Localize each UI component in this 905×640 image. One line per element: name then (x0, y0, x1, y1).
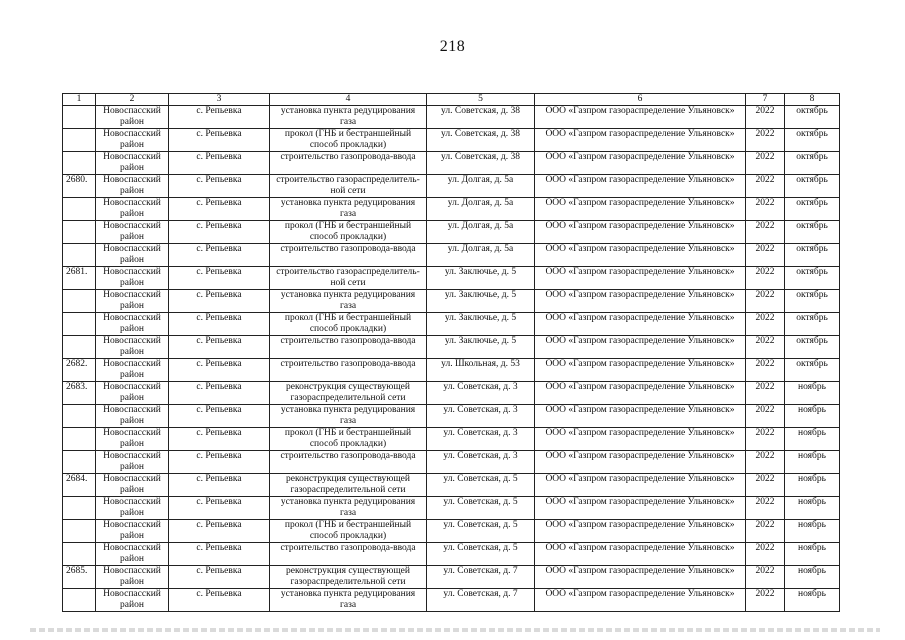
cell-settlement: с. Репьевка (169, 566, 270, 589)
cell-work-type: строительство газопровода-ввода (270, 451, 427, 474)
cell-organization: ООО «Газпром газораспределение Ульяновск» (535, 198, 746, 221)
cell-settlement: с. Репьевка (169, 106, 270, 129)
cell-organization: ООО «Газпром газораспределение Ульяновск» (535, 543, 746, 566)
cell-work-type: строительство газопровода-ввода (270, 244, 427, 267)
cell-district: Новоспасский район (96, 221, 169, 244)
cell-address: ул. Советская, д. 7 (427, 566, 535, 589)
cell-settlement: с. Репьевка (169, 589, 270, 612)
cell-month: ноябрь (785, 382, 840, 405)
cell-district: Новоспасский район (96, 290, 169, 313)
cell-address: ул. Долгая, д. 5а (427, 221, 535, 244)
cell-organization: ООО «Газпром газораспределение Ульяновск» (535, 175, 746, 198)
cell-work-type: строительство газопровода-ввода (270, 152, 427, 175)
cell-settlement: с. Репьевка (169, 451, 270, 474)
cell-address: ул. Советская, д. 5 (427, 497, 535, 520)
column-header: 2 (96, 94, 169, 106)
cell-work-type: установка пункта редуцирования газа (270, 589, 427, 612)
cell-year: 2022 (746, 359, 785, 382)
cell-address: ул. Заключье, д. 5 (427, 267, 535, 290)
cell-organization: ООО «Газпром газораспределение Ульяновск» (535, 589, 746, 612)
cell-work-type: установка пункта редуцирования газа (270, 405, 427, 428)
cell-organization: ООО «Газпром газораспределение Ульяновск» (535, 474, 746, 497)
cell-number (63, 152, 96, 175)
cell-number (63, 589, 96, 612)
cell-work-type: строительство газораспределитель-ной сети (270, 267, 427, 290)
cell-settlement: с. Репьевка (169, 221, 270, 244)
cell-number (63, 405, 96, 428)
cell-organization: ООО «Газпром газораспределение Ульяновск» (535, 428, 746, 451)
cell-organization: ООО «Газпром газораспределение Ульяновск» (535, 566, 746, 589)
cell-settlement: с. Репьевка (169, 520, 270, 543)
column-header: 5 (427, 94, 535, 106)
cell-month: ноябрь (785, 405, 840, 428)
cell-year: 2022 (746, 497, 785, 520)
cell-settlement: с. Репьевка (169, 474, 270, 497)
cell-district: Новоспасский район (96, 313, 169, 336)
cell-month: ноябрь (785, 428, 840, 451)
cell-address: ул. Советская, д. 3 (427, 451, 535, 474)
cell-month: октябрь (785, 290, 840, 313)
cell-year: 2022 (746, 474, 785, 497)
cell-number (63, 313, 96, 336)
cell-month: октябрь (785, 198, 840, 221)
cell-work-type: реконструкция существующей газораспределительной сети (270, 566, 427, 589)
cell-month: октябрь (785, 244, 840, 267)
cell-address: ул. Советская, д. 38 (427, 152, 535, 175)
cell-settlement: с. Репьевка (169, 543, 270, 566)
table-row (63, 497, 840, 520)
page-number: 218 (439, 38, 466, 55)
table-body (63, 94, 840, 612)
cell-address: ул. Заключье, д. 5 (427, 313, 535, 336)
cell-year: 2022 (746, 244, 785, 267)
cell-district: Новоспасский район (96, 129, 169, 152)
cell-organization: ООО «Газпром газораспределение Ульяновск» (535, 405, 746, 428)
table-header-row (63, 94, 840, 106)
scan-artifact (30, 628, 880, 632)
cell-district: Новоспасский район (96, 382, 169, 405)
cell-year: 2022 (746, 566, 785, 589)
cell-address: ул. Советская, д. 38 (427, 129, 535, 152)
cell-month: октябрь (785, 359, 840, 382)
cell-work-type: установка пункта редуцирования газа (270, 497, 427, 520)
cell-month: октябрь (785, 221, 840, 244)
table-row (63, 359, 840, 382)
cell-settlement: с. Репьевка (169, 244, 270, 267)
table-row (63, 198, 840, 221)
cell-number (63, 290, 96, 313)
cell-district: Новоспасский район (96, 589, 169, 612)
cell-month: ноябрь (785, 520, 840, 543)
cell-year: 2022 (746, 428, 785, 451)
table-row (63, 152, 840, 175)
cell-number (63, 336, 96, 359)
cell-month: октябрь (785, 129, 840, 152)
cell-organization: ООО «Газпром газораспределение Ульяновск» (535, 313, 746, 336)
cell-address: ул. Школьная, д. 53 (427, 359, 535, 382)
cell-district: Новоспасский район (96, 244, 169, 267)
table-row (63, 106, 840, 129)
cell-settlement: с. Репьевка (169, 175, 270, 198)
cell-work-type: строительство газопровода-ввода (270, 336, 427, 359)
cell-settlement: с. Репьевка (169, 359, 270, 382)
cell-number: 2685. (63, 566, 96, 589)
cell-organization: ООО «Газпром газораспределение Ульяновск» (535, 497, 746, 520)
cell-address: ул. Советская, д. 5 (427, 474, 535, 497)
cell-address: ул. Советская, д. 38 (427, 106, 535, 129)
cell-work-type: установка пункта редуцирования газа (270, 198, 427, 221)
cell-month: октябрь (785, 106, 840, 129)
cell-work-type: прокол (ГНБ и бестраншейный способ прокладки) (270, 221, 427, 244)
cell-month: октябрь (785, 313, 840, 336)
cell-work-type: строительство газораспределитель-ной сети (270, 175, 427, 198)
cell-year: 2022 (746, 543, 785, 566)
cell-address: ул. Советская, д. 7 (427, 589, 535, 612)
cell-year: 2022 (746, 152, 785, 175)
cell-organization: ООО «Газпром газораспределение Ульяновск» (535, 520, 746, 543)
cell-number (63, 129, 96, 152)
table-row (63, 451, 840, 474)
cell-address: ул. Советская, д. 3 (427, 428, 535, 451)
column-header: 7 (746, 94, 785, 106)
cell-organization: ООО «Газпром газораспределение Ульяновск» (535, 382, 746, 405)
table-row (63, 336, 840, 359)
cell-number: 2680. (63, 175, 96, 198)
cell-district: Новоспасский район (96, 543, 169, 566)
cell-address: ул. Долгая, д. 5а (427, 175, 535, 198)
cell-address: ул. Заключье, д. 5 (427, 290, 535, 313)
cell-year: 2022 (746, 336, 785, 359)
cell-number (63, 543, 96, 566)
cell-number (63, 497, 96, 520)
cell-settlement: с. Репьевка (169, 267, 270, 290)
cell-work-type: реконструкция существующей газораспределительной сети (270, 382, 427, 405)
cell-month: ноябрь (785, 451, 840, 474)
cell-settlement: с. Репьевка (169, 497, 270, 520)
cell-settlement: с. Репьевка (169, 198, 270, 221)
table-row (63, 474, 840, 497)
cell-organization: ООО «Газпром газораспределение Ульяновск» (535, 267, 746, 290)
cell-number (63, 451, 96, 474)
table-row (63, 589, 840, 612)
cell-district: Новоспасский район (96, 106, 169, 129)
cell-month: октябрь (785, 175, 840, 198)
cell-year: 2022 (746, 175, 785, 198)
cell-organization: ООО «Газпром газораспределение Ульяновск» (535, 106, 746, 129)
cell-year: 2022 (746, 405, 785, 428)
cell-organization: ООО «Газпром газораспределение Ульяновск» (535, 152, 746, 175)
cell-address: ул. Советская, д. 3 (427, 382, 535, 405)
table-row (63, 313, 840, 336)
cell-month: октябрь (785, 152, 840, 175)
cell-address: ул. Советская, д. 5 (427, 520, 535, 543)
cell-district: Новоспасский район (96, 497, 169, 520)
table-row (63, 566, 840, 589)
cell-district: Новоспасский район (96, 336, 169, 359)
cell-work-type: строительство газопровода-ввода (270, 359, 427, 382)
cell-month: ноябрь (785, 543, 840, 566)
cell-settlement: с. Репьевка (169, 382, 270, 405)
cell-address: ул. Долгая, д. 5а (427, 198, 535, 221)
column-header: 3 (169, 94, 270, 106)
cell-work-type: прокол (ГНБ и бестраншейный способ прокладки) (270, 428, 427, 451)
cell-year: 2022 (746, 106, 785, 129)
cell-district: Новоспасский район (96, 405, 169, 428)
cell-settlement: с. Репьевка (169, 290, 270, 313)
cell-settlement: с. Репьевка (169, 129, 270, 152)
table-row (63, 520, 840, 543)
cell-settlement: с. Репьевка (169, 336, 270, 359)
column-header: 6 (535, 94, 746, 106)
cell-year: 2022 (746, 198, 785, 221)
cell-district: Новоспасский район (96, 520, 169, 543)
cell-month: ноябрь (785, 589, 840, 612)
cell-number: 2682. (63, 359, 96, 382)
cell-work-type: строительство газопровода-ввода (270, 543, 427, 566)
column-header: 8 (785, 94, 840, 106)
cell-number (63, 244, 96, 267)
cell-district: Новоспасский район (96, 451, 169, 474)
table-row (63, 428, 840, 451)
cell-district: Новоспасский район (96, 566, 169, 589)
cell-district: Новоспасский район (96, 428, 169, 451)
column-header: 1 (63, 94, 96, 106)
table-row (63, 290, 840, 313)
cell-year: 2022 (746, 382, 785, 405)
cell-year: 2022 (746, 520, 785, 543)
cell-number (63, 428, 96, 451)
cell-year: 2022 (746, 267, 785, 290)
cell-work-type: установка пункта редуцирования газа (270, 290, 427, 313)
cell-number (63, 221, 96, 244)
cell-month: ноябрь (785, 566, 840, 589)
cell-organization: ООО «Газпром газораспределение Ульяновск» (535, 290, 746, 313)
cell-month: октябрь (785, 336, 840, 359)
cell-year: 2022 (746, 221, 785, 244)
table-row (63, 382, 840, 405)
cell-month: ноябрь (785, 497, 840, 520)
cell-number (63, 106, 96, 129)
cell-month: ноябрь (785, 474, 840, 497)
cell-settlement: с. Репьевка (169, 313, 270, 336)
table-row (63, 267, 840, 290)
cell-organization: ООО «Газпром газораспределение Ульяновск» (535, 129, 746, 152)
table-row (63, 244, 840, 267)
cell-district: Новоспасский район (96, 267, 169, 290)
cell-year: 2022 (746, 129, 785, 152)
cell-settlement: с. Репьевка (169, 405, 270, 428)
cell-district: Новоспасский район (96, 359, 169, 382)
cell-district: Новоспасский район (96, 152, 169, 175)
cell-district: Новоспасский район (96, 474, 169, 497)
cell-organization: ООО «Газпром газораспределение Ульяновск» (535, 244, 746, 267)
cell-number: 2683. (63, 382, 96, 405)
cell-district: Новоспасский район (96, 175, 169, 198)
cell-work-type: реконструкция существующей газораспределительной сети (270, 474, 427, 497)
cell-number: 2684. (63, 474, 96, 497)
table-row (63, 129, 840, 152)
cell-year: 2022 (746, 589, 785, 612)
cell-number (63, 520, 96, 543)
cell-settlement: с. Репьевка (169, 428, 270, 451)
cell-address: ул. Долгая, д. 5а (427, 244, 535, 267)
cell-month: октябрь (785, 267, 840, 290)
cell-number: 2681. (63, 267, 96, 290)
table-row (63, 405, 840, 428)
cell-year: 2022 (746, 313, 785, 336)
column-header: 4 (270, 94, 427, 106)
cell-work-type: прокол (ГНБ и бестраншейный способ прокладки) (270, 520, 427, 543)
cell-settlement: с. Репьевка (169, 152, 270, 175)
cell-address: ул. Советская, д. 5 (427, 543, 535, 566)
cell-organization: ООО «Газпром газораспределение Ульяновск» (535, 221, 746, 244)
cell-work-type: установка пункта редуцирования газа (270, 106, 427, 129)
table-row (63, 543, 840, 566)
cell-district: Новоспасский район (96, 198, 169, 221)
cell-year: 2022 (746, 290, 785, 313)
gas-works-table (62, 93, 840, 612)
table-row (63, 221, 840, 244)
cell-address: ул. Советская, д. 3 (427, 405, 535, 428)
table-row (63, 175, 840, 198)
cell-address: ул. Заключье, д. 5 (427, 336, 535, 359)
cell-year: 2022 (746, 451, 785, 474)
cell-number (63, 198, 96, 221)
cell-organization: ООО «Газпром газораспределение Ульяновск» (535, 451, 746, 474)
cell-work-type: прокол (ГНБ и бестраншейный способ прокладки) (270, 129, 427, 152)
cell-organization: ООО «Газпром газораспределение Ульяновск» (535, 336, 746, 359)
cell-organization: ООО «Газпром газораспределение Ульяновск» (535, 359, 746, 382)
cell-work-type: прокол (ГНБ и бестраншейный способ прокладки) (270, 313, 427, 336)
